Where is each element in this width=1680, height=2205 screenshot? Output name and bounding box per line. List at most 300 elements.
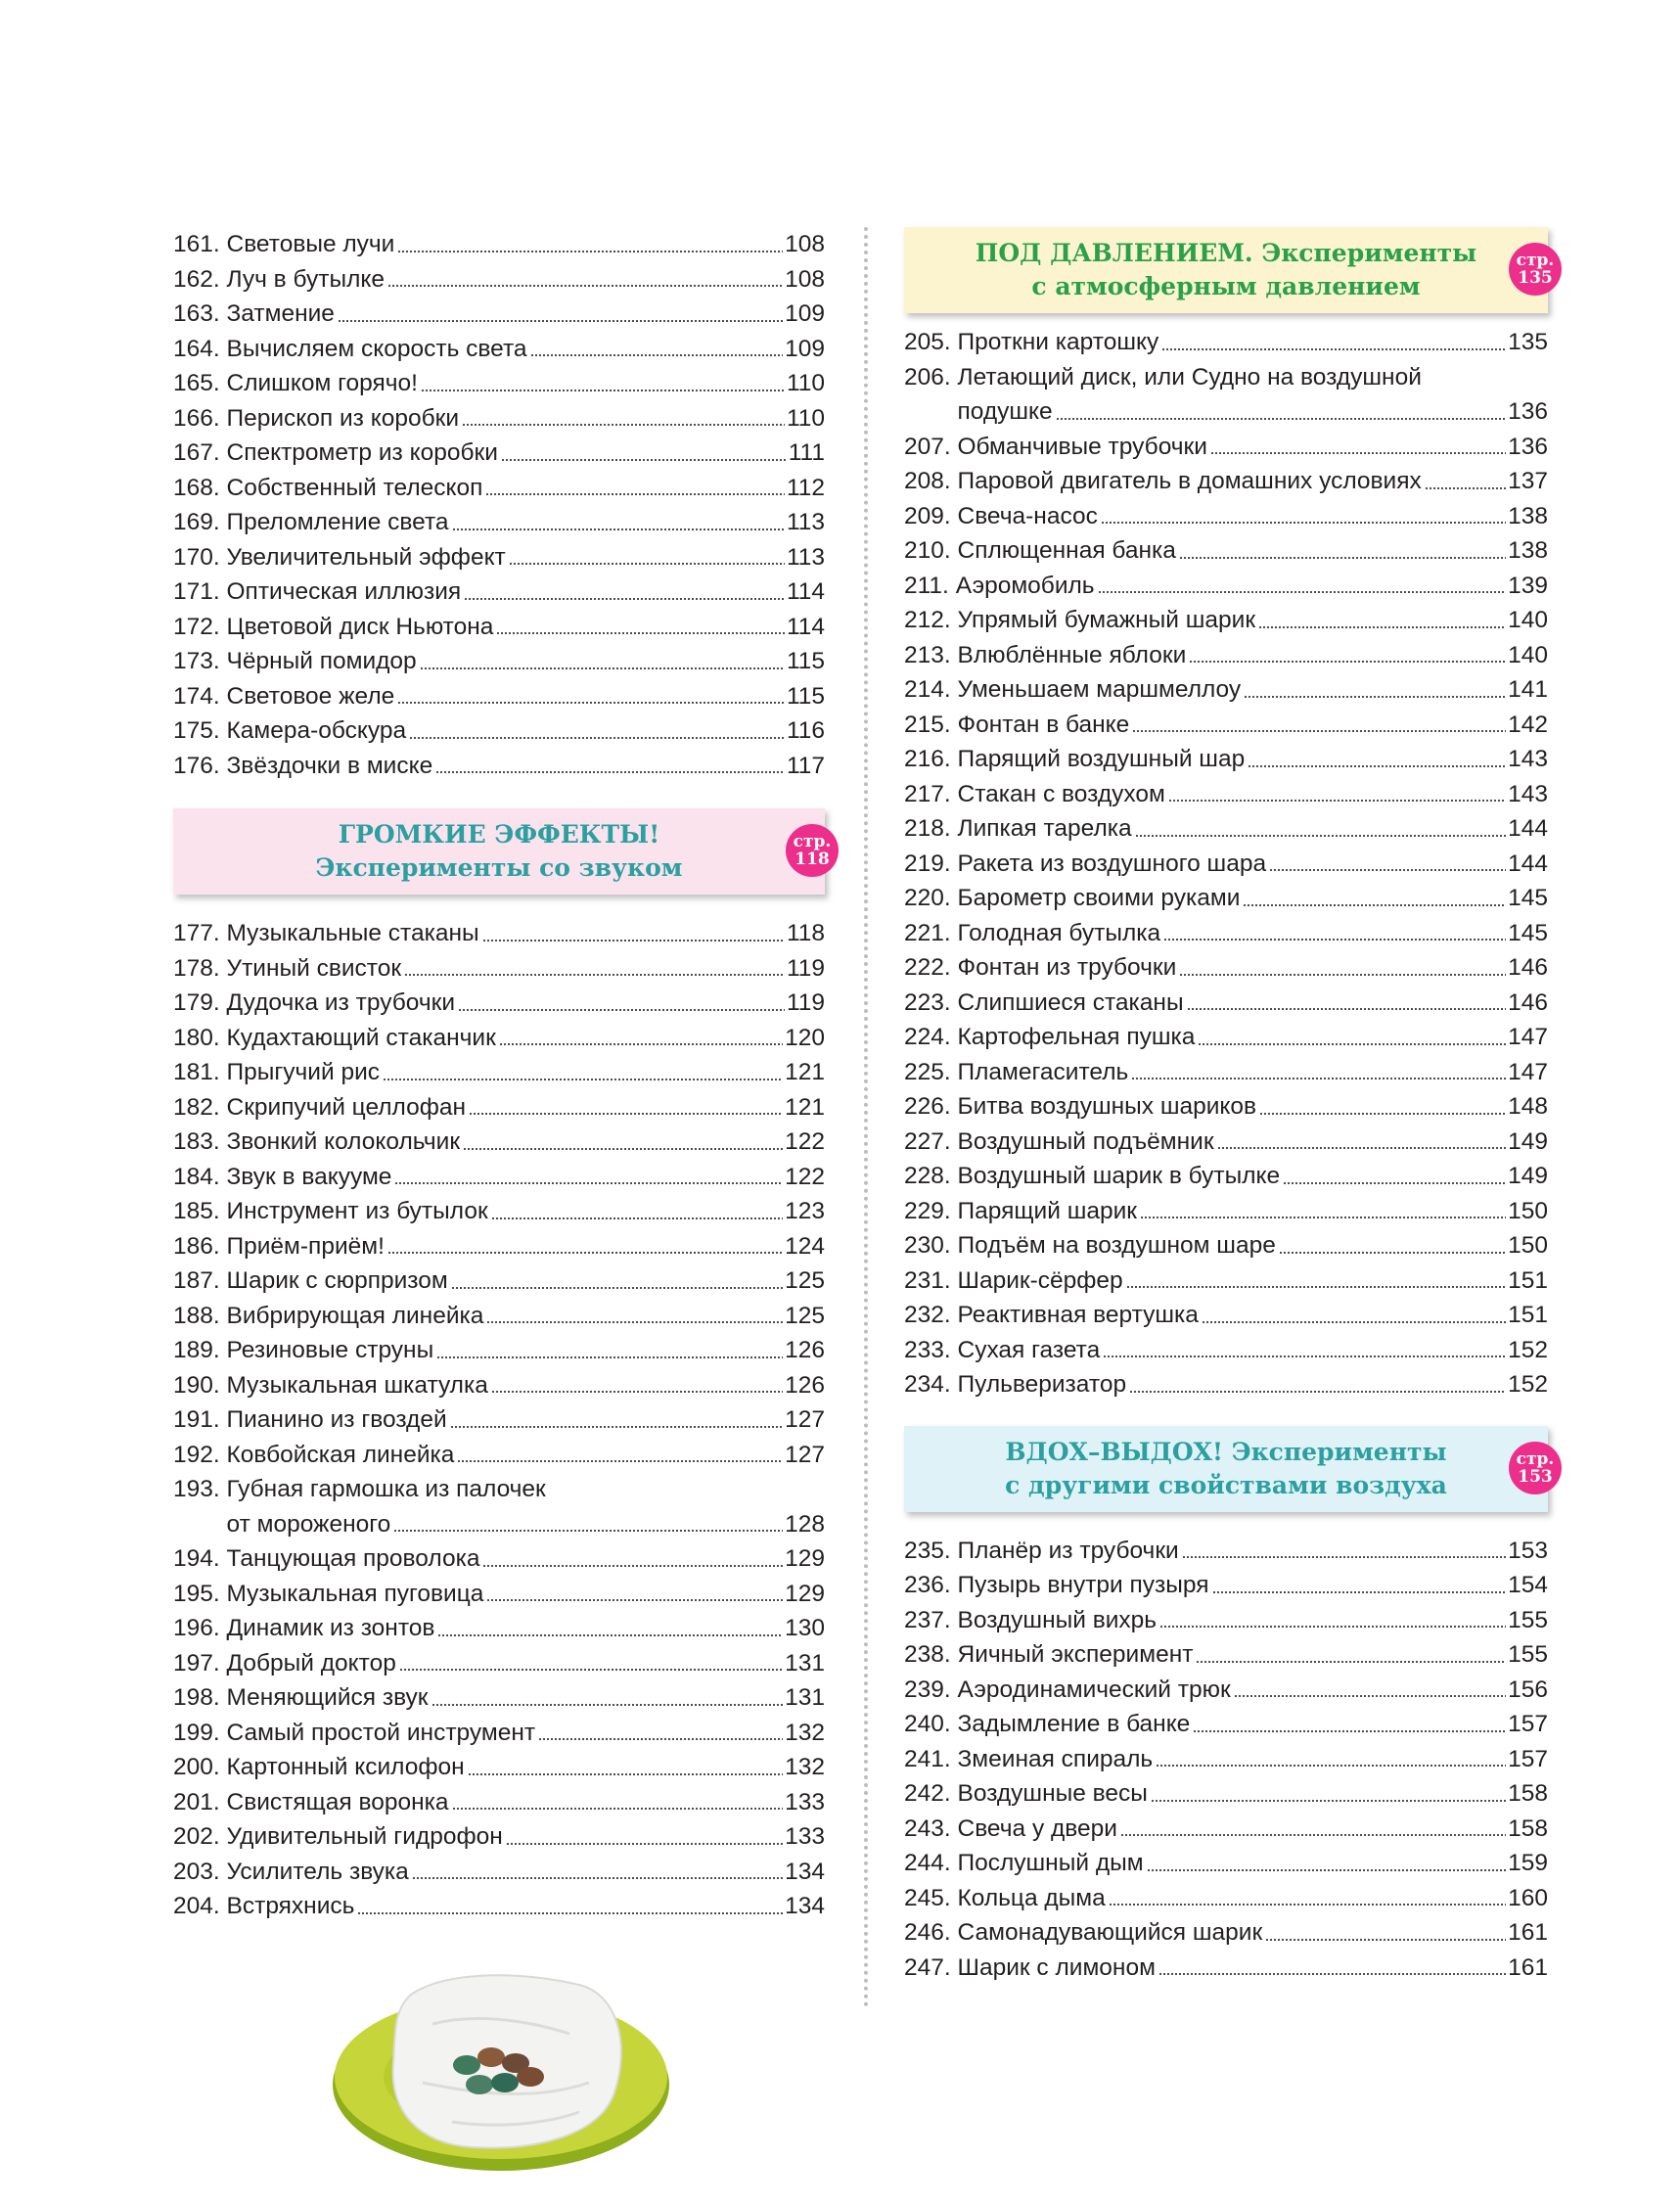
page-badge: стр. 135 [1509,243,1562,296]
dot-leader [1189,658,1506,664]
entry-title: Свистящая воронка [226,1788,449,1815]
toc-entry [173,471,825,506]
dot-leader [1265,1936,1506,1942]
dot-leader [1198,1040,1506,1046]
dot-leader [387,282,783,288]
entry-page: 161 [1508,1953,1548,1981]
entry-number: 236. [904,1572,951,1598]
coin-icon [477,2047,505,2067]
dot-leader [1182,1553,1506,1559]
dot-leader [469,1110,783,1116]
entry-number: 207. [904,433,951,460]
dot-leader [530,351,784,357]
entry-title: Самонадувающийся шарик [957,1919,1263,1946]
entry-title: Аэромобиль [955,572,1095,599]
entry-page: 158 [1508,1780,1548,1807]
dot-leader [1147,1866,1507,1872]
entry-number: 161. [173,231,220,257]
entry-title: Цветовой диск Ньютона [226,613,494,640]
entry-page: 108 [785,265,825,293]
dot-leader [491,1215,783,1220]
entry-title: Фонтан из трубочки [957,954,1177,981]
dot-leader [499,1040,783,1046]
entry-title: Планёр из трубочки [957,1537,1179,1564]
dot-leader [1283,1179,1506,1185]
dot-leader [1187,1005,1507,1011]
entry-title: Меняющийся звук [226,1684,429,1711]
toc-entry [173,1368,825,1403]
entry-page: 112 [786,474,825,501]
entry-page: 151 [1508,1266,1548,1294]
toc-entry [904,986,1548,1021]
toc-entry [904,1915,1548,1951]
entry-page: 125 [785,1267,825,1294]
entry-title: Скрипучий целлофан [226,1093,467,1121]
entry-page: 138 [1508,537,1548,564]
entry-page: 149 [1508,1163,1548,1189]
entry-page: 118 [786,920,825,946]
toc-entry [904,742,1548,777]
toc-entry [904,847,1548,882]
entry-number: 179. [173,989,220,1016]
dot-leader [1217,1144,1507,1150]
entry-number: 210. [904,537,951,564]
entry-page: 116 [786,717,825,744]
entry-number: 216. [904,746,951,772]
entry-page: 117 [786,752,825,779]
toc-entry [904,1534,1548,1569]
entry-page: 157 [1508,1711,1548,1737]
toc-entry [904,603,1548,638]
entry-number: 242. [904,1780,951,1807]
toc-entry [173,1160,825,1195]
entry-page: 133 [785,1788,825,1815]
entry-number: 189. [173,1337,220,1363]
dot-leader [1279,1249,1506,1255]
entry-title: Парящий шарик [957,1197,1137,1224]
dot-leader [1258,623,1506,629]
dot-leader [1140,1214,1506,1219]
entry-page: 133 [785,1823,825,1850]
entry-page: 108 [785,231,825,257]
dot-leader [1056,415,1506,421]
entry-number: 219. [904,850,951,877]
dot-leader [485,490,785,496]
entry-title: Свеча у двери [957,1815,1117,1842]
entry-number: 244. [904,1850,951,1876]
entry-number: 223. [904,988,951,1016]
toc-entry [904,672,1548,708]
entry-number: 182. [173,1093,220,1121]
entry-page: 110 [786,370,825,396]
dot-leader [1126,1283,1506,1289]
entry-page: 131 [785,1684,825,1711]
toc-entry [173,679,825,714]
dot-leader [1151,1797,1506,1803]
entry-number: 247. [904,1953,951,1981]
toc-entry [904,916,1548,951]
entry-number: 221. [904,919,951,946]
entry-title: Губная гармошка из палочек [226,1476,546,1502]
dot-leader [538,1735,783,1741]
toc-entry [173,1646,825,1681]
entry-number: 186. [173,1232,220,1260]
entry-title: Липкая тарелка [957,815,1132,842]
entry-title: Звонкий колокольчик [226,1128,461,1155]
entry-title: Преломление света [226,509,449,535]
dot-leader [1156,1762,1506,1768]
dot-leader [399,1666,783,1672]
entry-title: Инструмент из бутылок [226,1198,488,1224]
entry-number: 211. [904,572,949,599]
toc-entry [904,1367,1548,1402]
dot-leader [464,595,785,601]
entry-page: 132 [785,1754,825,1780]
entry-page: 127 [785,1406,825,1433]
toc-entry [173,1021,825,1056]
toc-entry [904,569,1548,604]
entry-page: 144 [1508,850,1548,877]
entry-page: 144 [1508,815,1548,842]
toc-entry [904,1020,1548,1055]
dot-leader [1109,1901,1506,1906]
toc-entry [904,881,1548,916]
toc-entry [173,610,825,645]
entry-title: Спектрометр из коробки [226,439,498,466]
entry-page: 138 [1508,502,1548,529]
toc-entry [904,1159,1548,1194]
dot-leader [1193,1727,1506,1733]
dot-leader [412,1874,783,1880]
entry-title: Послушный дым [957,1850,1144,1876]
entry-title: Свеча-насос [957,502,1098,529]
section-header-pressure [904,227,1555,313]
dot-leader [1179,554,1506,560]
entry-page: 136 [1508,398,1548,425]
entry-page: 139 [1508,572,1548,599]
dot-leader [435,768,785,774]
entry-page: 131 [785,1649,825,1677]
toc-entry [904,1776,1548,1812]
toc-entry [173,297,825,332]
entry-page: 137 [1508,468,1548,494]
dot-leader [1210,449,1506,455]
toc-entry [904,1194,1548,1229]
dot-leader [1179,971,1506,977]
entry-page: 159 [1508,1850,1548,1876]
entry-title: Пианино из гвоздей [226,1406,447,1433]
dot-leader [397,248,783,253]
toc-entry [173,1229,825,1264]
entry-number: 243. [904,1815,951,1842]
dot-leader [393,1527,783,1533]
dot-leader [1163,936,1506,942]
entry-number: 194. [173,1545,220,1572]
toc-entry [173,1716,825,1751]
dot-leader [338,317,783,323]
dot-leader [462,421,785,427]
entry-number: 231. [904,1266,951,1294]
section-header-air [904,1426,1555,1512]
entry-number: 197. [173,1649,220,1677]
dot-leader [1101,519,1506,525]
entry-number: 220. [904,885,951,911]
entry-number: 176. [173,752,220,779]
dot-leader [1168,797,1506,803]
entry-title: Световые лучи [226,231,395,257]
toc-entry [173,366,825,401]
entry-title: Ковбойская линейка [226,1441,455,1468]
toc-entry [173,1785,825,1820]
entry-title: Камера-обскура [226,717,407,744]
entry-number: 192. [173,1441,220,1468]
dot-leader [1234,1692,1506,1698]
dot-leader [491,1388,783,1394]
page-badge: стр. 153 [1509,1442,1562,1494]
toc-entry [173,1577,825,1612]
entry-title: Паровой двигатель в домашних условиях [957,468,1422,494]
entry-number: 193. [173,1476,220,1502]
entry-number: 187. [173,1267,220,1294]
toc-entry [173,1855,825,1890]
toc-entry [904,638,1548,673]
toc-entry [173,1472,825,1541]
entry-title: Картофельная пушка [957,1024,1196,1050]
entry-page: 143 [1508,780,1548,807]
entry-page: 127 [785,1441,825,1468]
entry-title: Танцующая проволока [226,1545,480,1572]
entry-page: 128 [785,1510,825,1538]
toc-entry [904,950,1548,986]
dot-leader [452,1805,784,1811]
toc-entry [173,1299,825,1334]
toc-entry [173,749,825,784]
entry-number: 185. [173,1198,220,1224]
entry-title: Задымление в банке [957,1711,1191,1737]
dot-leader [431,1701,784,1707]
entry-number: 245. [904,1884,951,1911]
entry-title: Чёрный помидор [226,648,417,674]
entry-number: 174. [173,682,220,710]
entry-number: 228. [904,1163,951,1189]
dot-leader [482,1562,783,1568]
entry-title: Световое желе [226,682,395,710]
entry-page: 147 [1508,1024,1548,1050]
entry-number: 235. [904,1537,951,1564]
entry-title: Встряхнись [226,1893,355,1919]
entry-title: Упрямый бумажный шарик [957,607,1256,633]
toc-entry [173,713,825,749]
entry-page: 135 [1508,329,1548,355]
entry-number: 175. [173,717,220,744]
entry-page: 150 [1508,1197,1548,1224]
entry-number: 233. [904,1336,951,1363]
entry-page: 114 [786,613,825,640]
entry-number: 241. [904,1745,951,1772]
entry-number: 181. [173,1059,220,1085]
toc-entry [173,1750,825,1785]
coin-icon [517,2067,544,2087]
dot-leader [1103,1353,1506,1358]
dot-leader [457,1457,783,1463]
entry-page: 158 [1508,1815,1548,1842]
toc-entry [173,644,825,679]
entry-page: 161 [1508,1919,1548,1946]
entry-number: 224. [904,1024,951,1050]
entry-page: 119 [786,954,825,982]
entry-number: 162. [173,265,220,293]
coin-icon [491,2073,519,2092]
dot-leader [1202,1318,1506,1324]
entry-page: 145 [1508,919,1548,946]
entry-title: Картонный ксилофон [226,1754,465,1780]
entry-page: 154 [1508,1572,1548,1598]
entry-page: 121 [785,1093,825,1121]
dot-leader [387,1249,783,1255]
plate-with-coins-illustration [325,1955,677,2181]
right-column [904,227,1555,1985]
entry-number: 173. [173,648,220,674]
entry-title: Резиновые струны [226,1337,434,1363]
entry-title: Прыгучий рис [226,1059,381,1085]
toc-list-air [904,1534,1548,1986]
entry-title: Утиный свисток [226,954,402,982]
entry-number: 239. [904,1676,951,1703]
entry-title: Слишком горячо! [226,370,418,396]
toc-entry [904,1707,1548,1742]
dot-leader [509,560,785,566]
dot-leader [404,971,785,977]
coin-icon [466,2075,493,2094]
toc-entry [173,951,825,987]
entry-number: 229. [904,1197,951,1224]
entry-number: 163. [173,300,220,327]
entry-number: 164. [173,335,220,362]
entry-title: Добрый доктор [226,1649,396,1677]
toc-entry [904,430,1548,465]
entry-number: 226. [904,1093,951,1120]
entry-title: Воздушные весы [957,1780,1148,1807]
entry-number: 214. [904,676,951,703]
entry-number: 195. [173,1580,220,1607]
toc-entry [173,1680,825,1716]
dot-leader [468,1770,783,1776]
entry-title: Пламегаситель [957,1058,1129,1085]
entry-page: 115 [786,682,825,710]
toc-entry [173,1125,825,1160]
toc-entry [904,777,1548,812]
dot-leader [463,1145,783,1151]
dot-leader [501,456,787,462]
entry-number: 172. [173,613,220,640]
entry-page: 151 [1508,1302,1548,1328]
entry-title: Звук в вакууме [226,1163,392,1190]
entry-page: 125 [785,1302,825,1329]
section-title: ГРОМКИЕ ЭФФЕКТЫ! Эксперименты со звуком [315,820,683,882]
entry-page: 111 [788,439,825,466]
entry-title: Парящий воздушный шар [957,746,1246,772]
entry-number: 234. [904,1371,951,1398]
toc-entry [904,1846,1548,1881]
entry-number: 188. [173,1302,220,1329]
entry-number: 169. [173,509,220,535]
entry-page: 122 [785,1163,825,1190]
toc-entry [904,325,1548,360]
toc-entry [904,1951,1548,1986]
entry-number: 215. [904,711,951,738]
dot-leader [1244,693,1506,699]
entry-number: 196. [173,1615,220,1641]
entry-page: 109 [785,300,825,327]
toc-entry [173,1402,825,1438]
entry-page: 143 [1508,746,1548,772]
entry-page: 155 [1508,1606,1548,1633]
entry-number: 218. [904,815,951,842]
toc-entry [173,505,825,540]
entry-title: Приём-приём! [226,1232,385,1260]
entry-number: 198. [173,1684,220,1711]
toc-entry [173,1263,825,1299]
dot-leader [486,1596,783,1602]
entry-title: Фонтан в банке [957,711,1130,738]
entry-number: 183. [173,1128,220,1155]
toc-entry [173,1333,825,1368]
dot-leader [1269,866,1506,872]
entry-number: 168. [173,474,220,501]
toc-entry [904,1055,1548,1090]
entry-number: 202. [173,1823,220,1850]
entry-page: 152 [1508,1336,1548,1363]
entry-title: Уменьшаем маршмеллоу [957,676,1242,703]
entry-title: Сухая газета [957,1336,1101,1363]
dot-leader [1425,484,1506,490]
entry-title: Шарик с лимоном [957,1953,1156,1981]
entry-page: 113 [786,543,825,571]
section-title: ПОД ДАВЛЕНИЕМ. Эксперименты с атмосферным давлением [975,239,1477,300]
column-divider [864,227,868,2008]
toc-entry [173,916,825,951]
entry-title: Музыкальная шкатулка [226,1371,488,1399]
entry-number: 238. [904,1641,951,1668]
toc-entry [173,227,825,262]
entry-title: Сплющенная банка [957,537,1176,564]
entry-title: Пузырь внутри пузыря [957,1572,1209,1598]
entry-number: 237. [904,1606,951,1633]
entry-number: 203. [173,1858,220,1885]
entry-page: 146 [1508,988,1548,1016]
entry-number: 225. [904,1058,951,1085]
dot-leader [450,1423,783,1429]
entry-page: 123 [785,1198,825,1224]
toc-entry [173,986,825,1021]
dot-leader [1129,1388,1506,1394]
entry-page: 110 [786,404,825,432]
entry-title: Голодная бутылка [957,919,1161,946]
entry-title: Реактивная вертушка [957,1302,1199,1328]
entry-title: Змеиная спираль [957,1745,1154,1772]
coin-icon [453,2055,480,2075]
entry-title: Кудахтающий стаканчик [226,1024,496,1051]
entry-page: 126 [785,1371,825,1399]
toc-entry [904,1637,1548,1673]
entry-number: 166. [173,404,220,432]
entry-page: 119 [786,989,825,1016]
entry-page: 120 [785,1024,825,1051]
toc-entry [173,1194,825,1229]
dot-leader [1131,1075,1506,1080]
entry-title: Перископ из коробки [226,404,460,432]
entry-page: 121 [785,1059,825,1085]
